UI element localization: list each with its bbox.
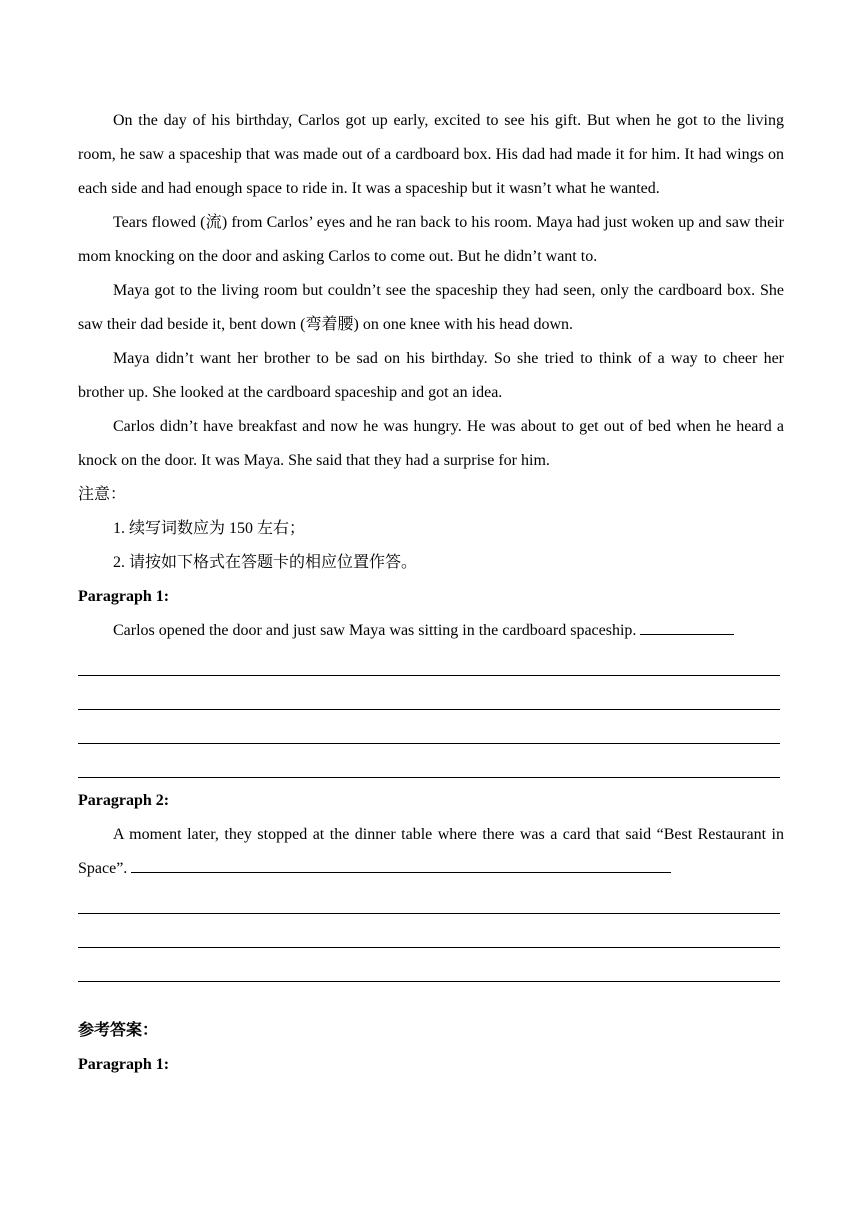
paragraph1-prompt-line <box>78 614 784 648</box>
story-paragraph-3: Maya got to the living room but couldn’t see the spaceship they had seen, only the cardboard box. She saw their dad beside it, bent down (弯着腰) on one knee with his head down. <box>78 282 784 333</box>
answer-line[interactable] <box>78 682 784 716</box>
notes-label: 注意： <box>78 486 127 503</box>
story-paragraph-5: Carlos didn’t have breakfast and now he was hungry. He was about to get out of bed when he heard a knock on the door. It was Maya. She said that they had a surprise for him. <box>78 418 784 469</box>
answer-line[interactable] <box>78 648 784 682</box>
paragraph1-heading: Paragraph 1: <box>78 588 170 605</box>
answer-paragraph1-heading: Paragraph 1: <box>78 1056 170 1073</box>
story-paragraph-1: On the day of his birthday, Carlos got up early, excited to see his gift. But when he got to the living room, he saw a spaceship that was made out of a cardboard box. His dad had made it for him. It had wings on each side and had enough space to ride in. It was a spaceship but it wasn’t what he wanted. <box>78 112 784 197</box>
answer-line[interactable] <box>78 750 784 784</box>
note-item-1: 1. 续写词数应为 150 左右； <box>113 520 306 537</box>
answer-line[interactable] <box>78 886 784 920</box>
note-item-2: 2. 请按如下格式在答题卡的相应位置作答。 <box>113 554 418 571</box>
story-paragraph-2: Tears flowed (流) from Carlos’ eyes and he ran back to his room. Maya had just woken up and saw their mom knocking on the door and asking Carlos to come out. But he didn’t want to. <box>78 214 784 265</box>
answer-blank-inline[interactable] <box>131 854 671 873</box>
answer-blank-inline[interactable] <box>640 616 734 635</box>
document-page <box>78 104 784 1082</box>
story-paragraph-4: Maya didn’t want her brother to be sad on his birthday. So she tried to think of a way to cheer her brother up. She looked at the cardboard spaceship and got an idea. <box>78 350 784 401</box>
answer-label: 参考答案： <box>78 1022 159 1039</box>
paragraph2-prompt: A moment later, they stopped at the dinner table where there was a card that said “Best Restaurant in Space”. <box>78 826 784 877</box>
answer-line[interactable] <box>78 954 784 988</box>
answer-line[interactable] <box>78 716 784 750</box>
answer-line[interactable] <box>78 920 784 954</box>
paragraph2-heading: Paragraph 2: <box>78 792 170 809</box>
paragraph1-prompt: Carlos opened the door and just saw Maya was sitting in the cardboard spaceship. <box>113 622 637 639</box>
paragraph2-prompt-line <box>78 818 784 886</box>
